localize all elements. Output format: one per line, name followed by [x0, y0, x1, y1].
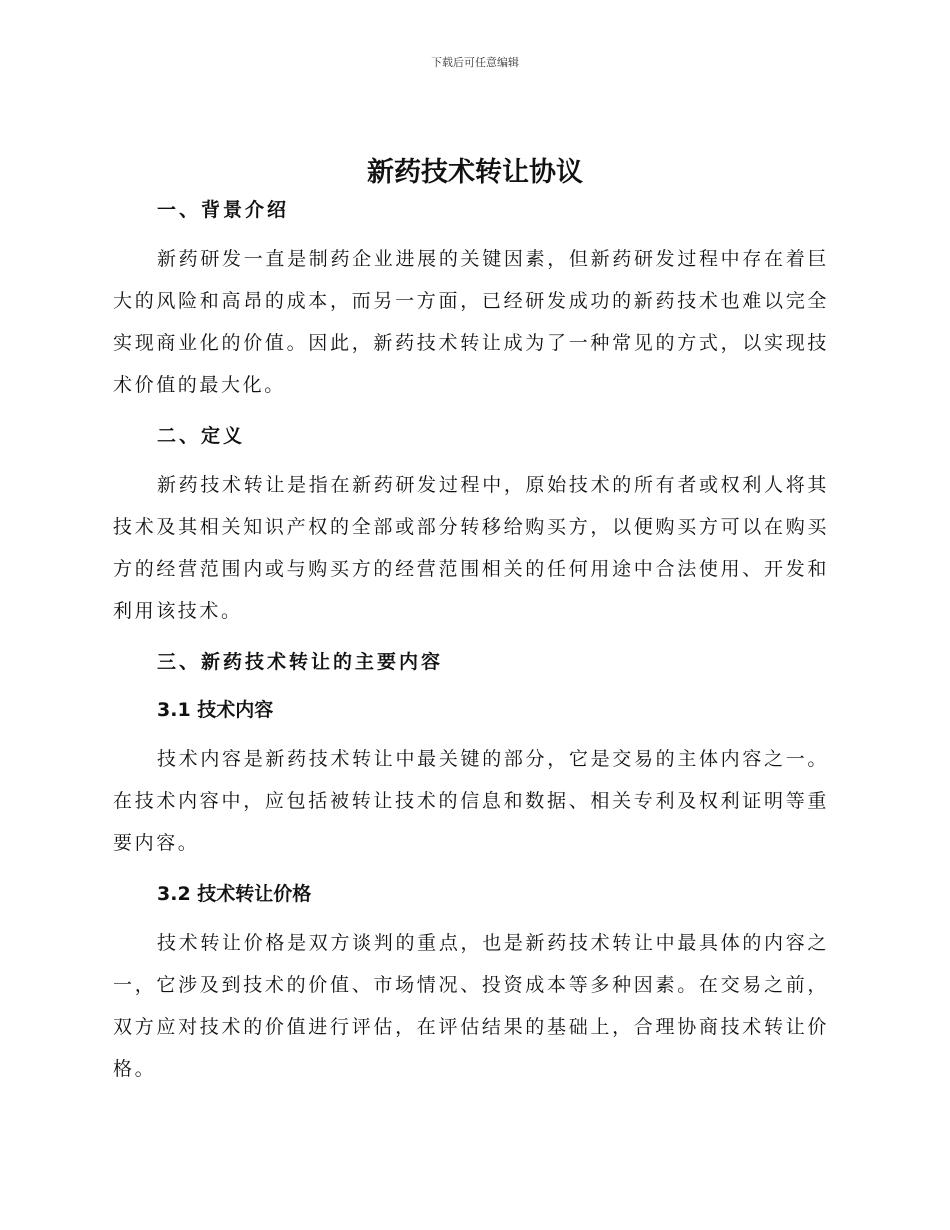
- section-heading-main-content: 三、新药技术转让的主要内容: [157, 651, 444, 673]
- section-paragraph-definition: 新药技术转让是指在新药研发过程中，原始技术的所有者或权利人将其技术及其相关知识产权的全部或部分转移给购买方，以便购买方可以在购买方的经营范围内或与购买方的经营范围相关的任何用途中合法使用、开发和利用该技术。: [113, 474, 829, 622]
- subsection-paragraph-transfer-price: 技术转让价格是双方谈判的重点，也是新药技术转让中最具体的内容之一，它涉及到技术的价值、市场情况、投资成本等多种因素。在交易之前，双方应对技术的价值进行评估，在评估结果的基础上，合理协商技术转让价格。: [113, 932, 829, 1080]
- section-paragraph-background: 新药研发一直是制药企业进展的关键因素，但新药研发过程中存在着巨大的风险和高昂的成本，而另一方面，已经研发成功的新药技术也难以完全实现商业化的价值。因此，新药技术转让成为了一种常见的方式，以实现技术价值的最大化。: [113, 248, 829, 396]
- header-note: 下载后可任意编辑: [431, 56, 519, 69]
- subsection-heading-technical-content: 3.1 技术内容: [157, 699, 274, 721]
- section-heading-background: 一、背景介绍: [157, 199, 290, 221]
- section-heading-definition: 二、定义: [157, 425, 246, 447]
- subsection-heading-transfer-price: 3.2 技术转让价格: [157, 883, 312, 905]
- subsection-paragraph-technical-content: 技术内容是新药技术转让中最关键的部分，它是交易的主体内容之一。在技术内容中，应包括被转让技术的信息和数据、相关专利及权利证明等重要内容。: [113, 748, 829, 854]
- document-body: [113, 192, 829, 1090]
- document-title: 新药技术转让协议: [367, 157, 583, 188]
